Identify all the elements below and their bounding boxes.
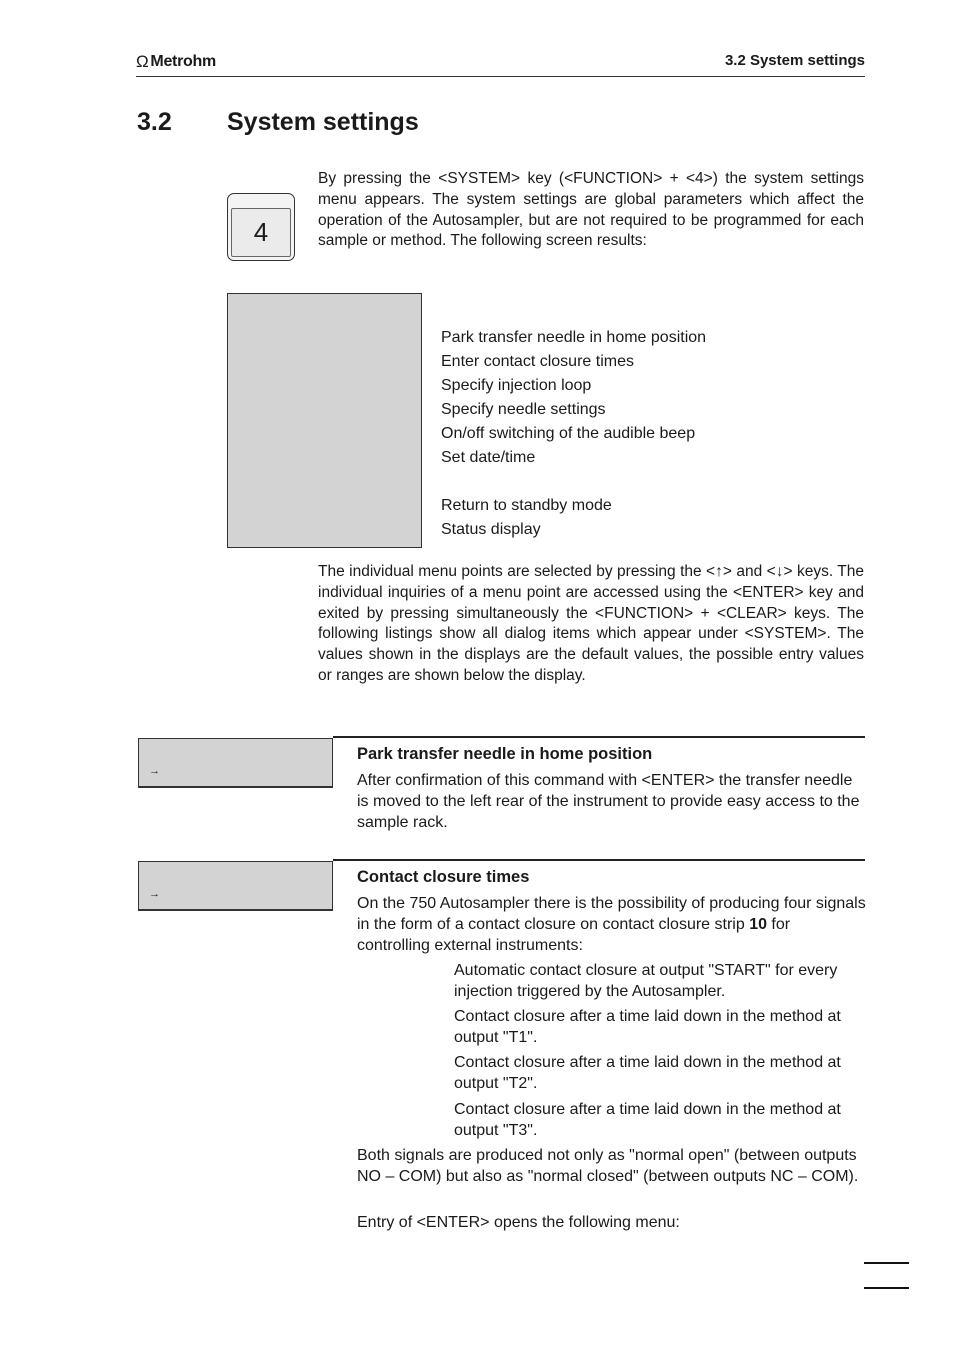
menu-item: Return to standby mode: [441, 497, 612, 514]
omega-icon: Ω: [136, 52, 149, 71]
system-menu-display: [227, 293, 422, 548]
section-title: [137, 108, 419, 137]
menu-item: Specify injection loop: [441, 377, 592, 394]
contact-closure-display: [138, 861, 333, 911]
section-number: 3.2: [137, 108, 172, 136]
park-needle-heading: Park transfer needle in home position: [357, 745, 653, 763]
body-text: for controlling external instruments:: [357, 915, 791, 954]
output-t1: Contact closure after a time laid down in the method at output "T1".: [454, 1008, 841, 1046]
menu-item: Specify needle settings: [441, 401, 606, 418]
footer-rule: [864, 1262, 909, 1264]
intro-paragraph: By pressing the <SYSTEM> key (<FUNCTION> + <4>) the system settings menu appears. The system settings are global parameters which affect the operation of the Autosampler, but are not required to be programmed for each sample or method. The following screen results:: [318, 170, 864, 250]
contact-closure-body: [357, 894, 867, 956]
page-header: [136, 50, 865, 77]
output-t2: Contact closure after a time laid down in the method at output "T2".: [454, 1054, 841, 1092]
section-rule: [333, 859, 865, 861]
running-head: 3.2 System settings: [724, 52, 865, 69]
nav-text: > keys. The individual inquiries of a menu point are accessed using the <ENTER> key and exited by pressing simultaneously the <FUNCTION> + <CLEAR> keys. The following listings show all dialog items which appear under <SYSTEM>. The values shown in the displays are the default values, the possible entry values or ranges are shown below the display.: [318, 563, 864, 684]
menu-item: Set date/time: [441, 449, 536, 466]
down-arrow-icon: ↓: [775, 563, 784, 580]
section-rule: [333, 736, 865, 738]
nav-text: > and <: [722, 563, 776, 580]
key-face: [231, 208, 291, 257]
menu-item-list: [441, 327, 706, 543]
metrohm-logo: [136, 52, 216, 72]
output-start: Automatic contact closure at output "START" for every injection triggered by the Autosampler.: [454, 962, 838, 1000]
menu-item: Park transfer needle in home position: [441, 329, 707, 346]
entry-paragraph: Entry of <ENTER> opens the following menu:: [357, 1214, 680, 1231]
body-text: On the 750 Autosampler there is the possibility of producing four signals in the form of a contact closure on contact closure strip: [357, 895, 866, 933]
right-arrow-icon: →: [149, 765, 160, 777]
up-arrow-icon: ↑: [715, 563, 723, 580]
park-needle-display: [138, 738, 333, 788]
key-label: 4: [253, 217, 269, 247]
right-arrow-icon: →: [149, 888, 160, 900]
strip-number: 10: [749, 915, 767, 933]
menu-item-spacer: [441, 471, 706, 495]
function-key-4: [227, 193, 295, 261]
both-signals-paragraph: Both signals are produced not only as "normal open" (between outputs NO – COM) but also as "normal closed" (between outputs NC – COM).: [357, 1147, 859, 1185]
navigation-paragraph: [318, 562, 864, 687]
park-needle-body: After confirmation of this command with <ENTER> the transfer needle is moved to the left rear of the instrument to provide easy access to the sample rack.: [357, 772, 860, 831]
menu-item: Status display: [441, 521, 541, 538]
nav-text: The individual menu points are selected by pressing the <: [318, 563, 716, 580]
menu-item: On/off switching of the audible beep: [441, 425, 696, 442]
output-t3: Contact closure after a time laid down in the method at output "T3".: [454, 1101, 841, 1139]
section-title-text: System settings: [227, 108, 419, 136]
logo-text: Metrohm: [150, 53, 216, 70]
contact-closure-heading: Contact closure times: [357, 868, 530, 886]
footer-rule: [864, 1287, 909, 1289]
menu-item: Enter contact closure times: [441, 353, 634, 370]
